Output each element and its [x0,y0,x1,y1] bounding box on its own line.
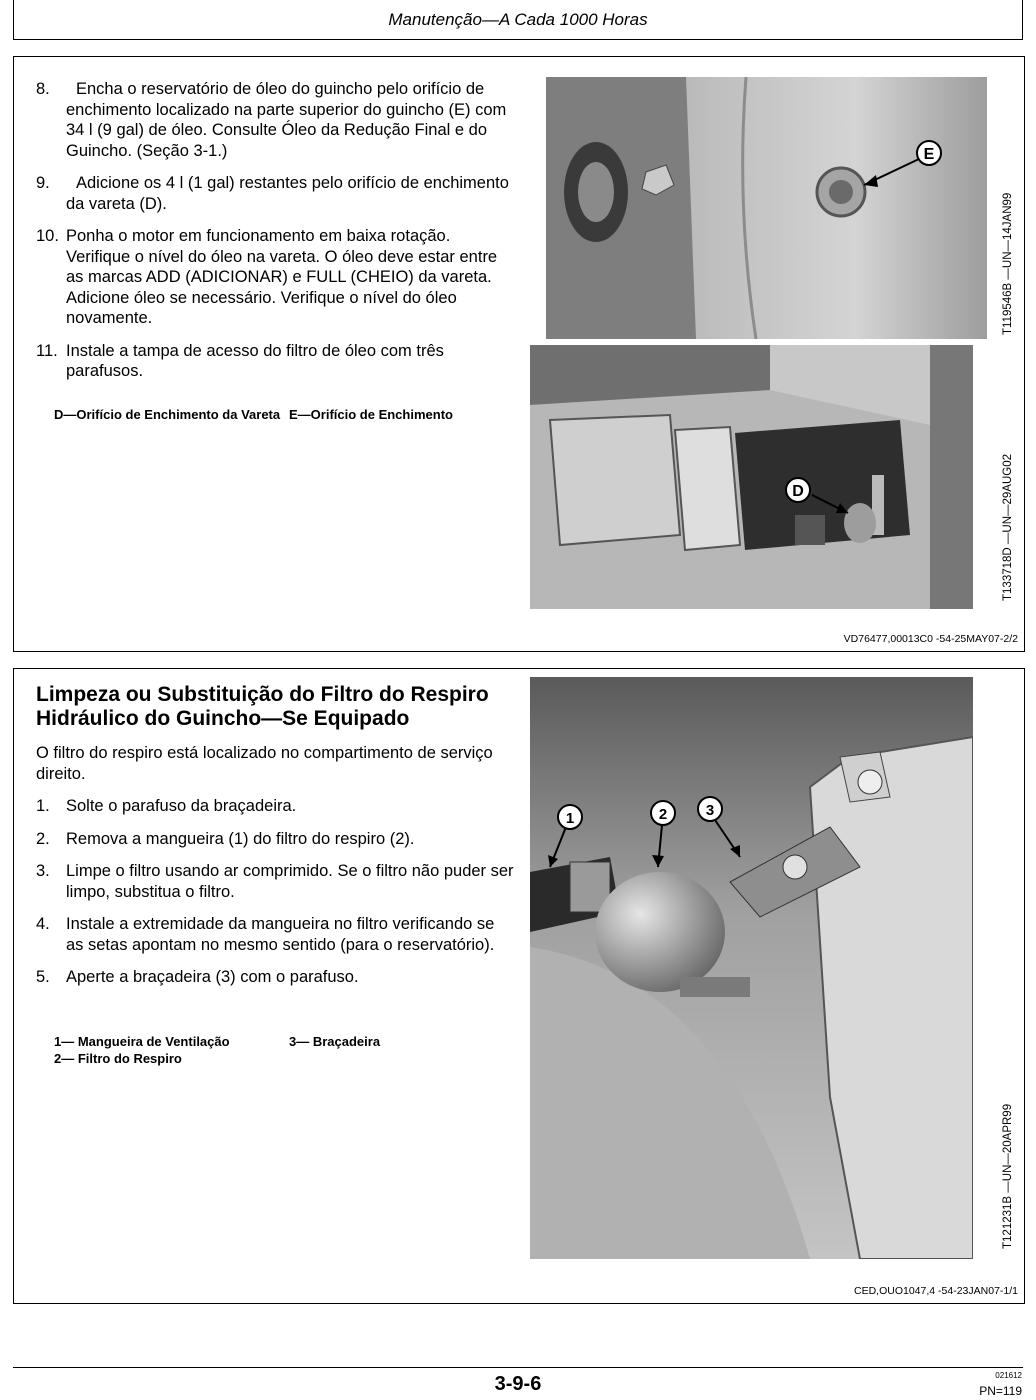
header-title: Manutenção—A Cada 1000 Horas [388,10,648,29]
callout-3: 3 [705,802,715,819]
callout-2: 2 [658,806,668,823]
step-item: 11. Instale a tampa de acesso do filtro de óleo com três parafusos. [36,341,444,380]
section-oil-fill [13,56,1025,652]
section2-intro: O filtro do respiro está localizado no compartimento de serviço direito. [36,744,493,783]
section-breather-filter [13,668,1025,1304]
callout-1: 1 [565,810,575,827]
section1-ref: VD76477,00013C0 -54-25MAY07-2/2 [843,633,1018,645]
section2-title: Limpeza ou Substituição do Filtro do Respiro Hidráulico do Guincho—Se Equipado [36,683,489,730]
legend-1: 1— Mangueira de Ventilação [54,1034,230,1049]
step-item: 2. Remova a mangueira (1) do filtro do respiro (2). [36,829,415,848]
section2-text [36,683,516,1000]
footer-code: 021612 [995,1371,1022,1380]
callout-e: E [923,146,935,163]
step-item: 3. Limpe o filtro usando ar comprimido. Se o filtro não puder ser limpo, substitua o filtro. [36,862,514,901]
step-item: 9. Adicione os 4 l (1 gal) restantes pelo orifício de enchimento da vareta (D). [36,174,509,213]
step-item: 10. Ponha o motor em funcionamento em baixa rotação. Verifique o nível do óleo na vareta. O óleo deve estar entre as marcas ADD (ADICIONAR) e FULL (CHEIO) da vareta. Adicione óleo se necessário. Verifique o nível do óleo novamente. [36,227,498,327]
photo2-code: T133718D —UN—29AUG02 [1002,453,1014,601]
legend-d: D—Orifício de Enchimento da Vareta [54,407,281,422]
page-number: 3-9-6 [494,1373,542,1395]
winch-fill-photo [546,77,987,339]
photo1-code: T119546B —UN—14JAN99 [1002,192,1014,335]
step-item: 4. Instale a extremidade da mangueira no filtro verificando se as setas apontam no mesmo sentido (para o reservatório). [36,915,495,954]
footer-divider [13,1367,1023,1368]
section2-ref: CED,OUO1047,4 -54-23JAN07-1/1 [854,1285,1018,1297]
footer-pn: PN=119 [979,1384,1022,1398]
step-item: 1. Solte o parafuso da braçadeira. [36,797,297,815]
step-item: 5. Aperte a braçadeira (3) com o parafuso. [36,968,359,986]
dipstick-photo [530,345,973,609]
breather-filter-photo [530,677,973,1259]
step-item: 8. Encha o reservatório de óleo do guincho pelo orifício de enchimento localizado na parte superior do guincho (E) com 34 l (9 gal) de óleo. Consulte Óleo da Redução Final e do Guincho. (Seção 3-1.) [36,80,507,160]
photo3-code: T121231B —UN—20APR99 [1002,1103,1014,1249]
steps-list [36,79,516,394]
callout-d: D [792,483,804,500]
legend-2: 2— Filtro do Respiro [54,1051,182,1066]
legend-3: 3— Braçadeira [289,1034,381,1049]
legend-e: E—Orifício de Enchimento [289,407,453,422]
page-header [13,0,1023,40]
